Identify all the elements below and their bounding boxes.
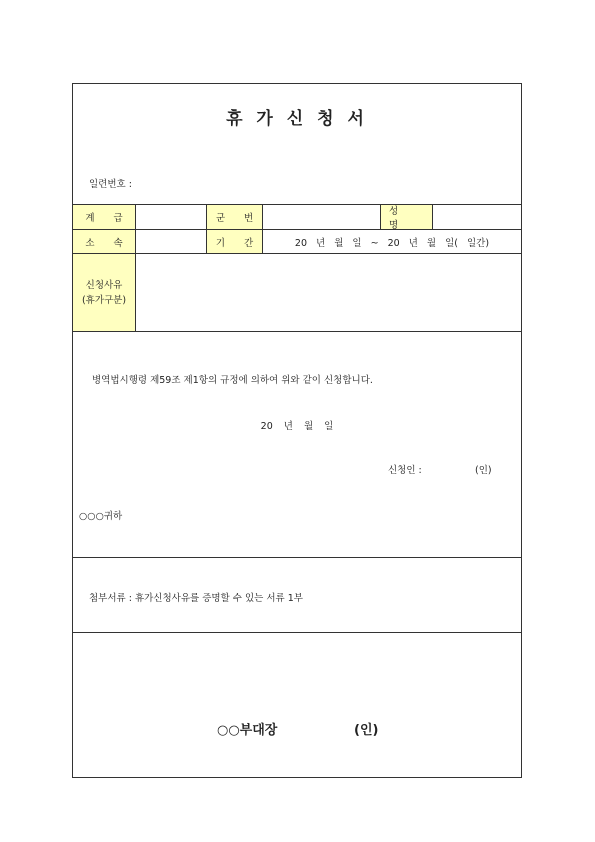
reason-label-line1: 신청사유	[85, 279, 123, 291]
serial-number-label: 일련번호 :	[89, 179, 132, 190]
form-title: 휴 가 신 청 서	[226, 109, 368, 129]
section-divider	[73, 331, 521, 332]
unit-field[interactable]	[136, 230, 206, 253]
name-label: 성 명	[381, 205, 432, 229]
unit-label: 소 속	[73, 230, 135, 253]
rank-field[interactable]	[136, 205, 206, 229]
service-number-label: 군 번	[207, 205, 262, 229]
rank-label: 계 급	[73, 205, 135, 229]
period-label: 기 간	[207, 230, 262, 253]
section-divider	[73, 557, 521, 558]
leave-application-form	[72, 83, 522, 778]
service-number-field[interactable]	[263, 205, 380, 229]
reason-field[interactable]	[136, 254, 521, 331]
name-field[interactable]	[433, 205, 521, 229]
declaration-text: 병역법시행령 제59조 제1항의 규정에 의하여 위와 같이 신청합니다.	[92, 375, 373, 386]
commander-seal: (인)	[354, 723, 379, 738]
reason-label-line2: (휴가구분)	[81, 294, 127, 306]
application-date: 20 년 월 일	[260, 421, 334, 432]
attachment-note: 첨부서류 : 휴가신청사유를 증명할 수 있는 서류 1부	[89, 593, 303, 604]
reason-label	[73, 254, 135, 331]
addressee: ○○○귀하	[79, 511, 123, 522]
period-field[interactable]: 20 년 월 일 ~ 20 년 월 일( 일간)	[294, 237, 490, 249]
commander-title: ○○부대장	[217, 723, 278, 738]
section-divider	[73, 632, 521, 633]
applicant-label: 신청인 :	[388, 465, 422, 476]
applicant-seal: (인)	[475, 465, 492, 476]
